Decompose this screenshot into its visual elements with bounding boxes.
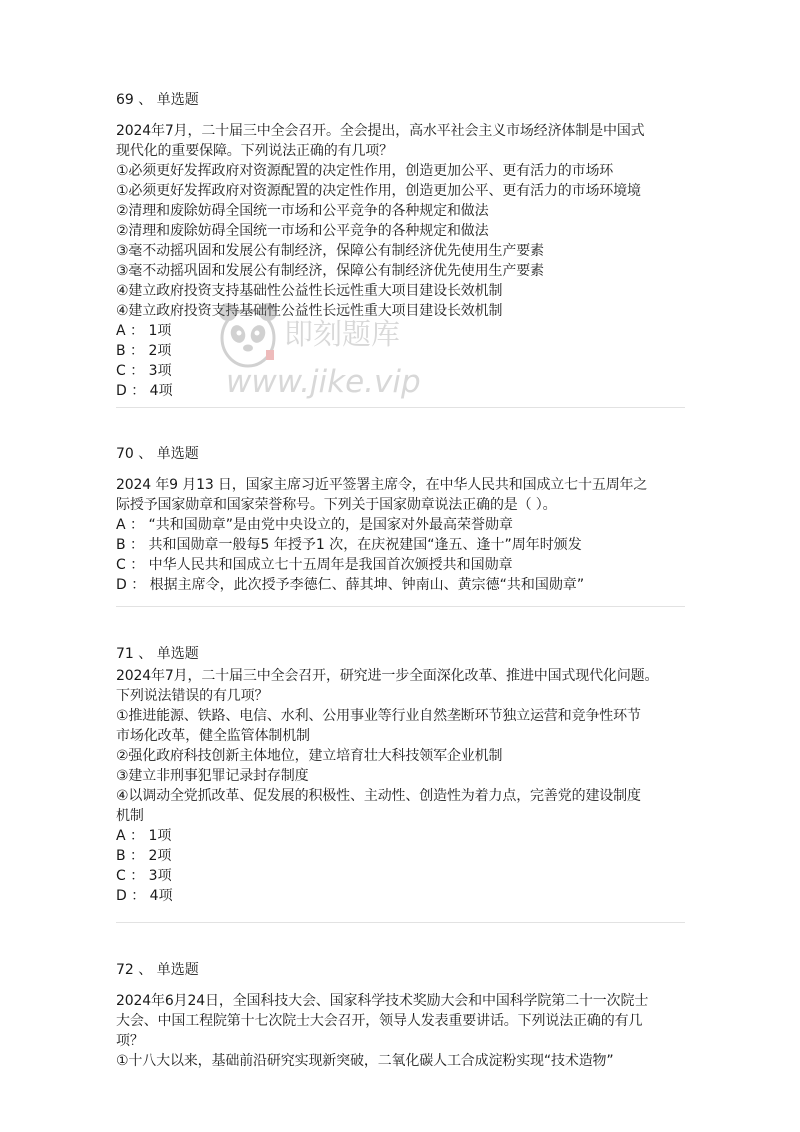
statement-line: ①十八大以来，基础前沿研究实现新突破，二氧化碳人工合成淀粉实现“技术造物” [116,1053,614,1069]
question-70 [116,444,686,595]
option-c: C ： 3项 [116,363,172,379]
divider [116,407,685,408]
question-heading: 71 、 单选题 [116,646,199,662]
question-heading: 72 、 单选题 [116,962,199,978]
question-line: 下列说法错误的有几项？ [116,688,269,704]
question-line: 现代化的重要保障。下列说法正确的有几项？ [116,143,393,159]
watermark-site: www.jike.vip [226,364,421,400]
statement-line: ④以调动全党抓改革、促发展的积极性、主动性、创造性为着力点，完善党的建设制度 [116,788,641,804]
statement-line: ③毫不动摇巩固和发展公有制经济，保障公有制经济优先使用生产要素 [116,263,544,279]
option-c: C ： 中华人民共和国成立七十五周年是我国首次颁授共和国勋章 [116,557,513,573]
option-a: A ： 1项 [116,323,172,339]
statement-line: ④建立政府投资支持基础性公益性长远性重大项目建设长效机制 [116,303,503,319]
question-72 [116,960,686,1071]
option-a: A ： 1项 [116,828,172,844]
question-71 [116,644,686,906]
statement-line: 市场化改革，健全监管体制机制 [116,728,310,744]
statement-line: ①推进能源、铁路、电信、水利、公用事业等行业自然垄断环节独立运营和竞争性环节 [116,708,641,724]
statement-line: ①必须更好发挥政府对资源配置的决定性作用，创造更加公平、更有活力的市场环境境 [116,183,641,199]
question-69 [116,90,686,401]
option-d: D ： 根据主席令，此次授予李德仁、薛其坤、钟南山、黄宗德“共和国勋章” [116,577,585,593]
statement-line: ③建立非刑事犯罪记录封存制度 [116,768,309,784]
option-b: B ： 共和国勋章一般每5 年授予1 次，在庆祝建国“逢五、逢十”周年时颁发 [116,537,582,553]
question-line: 际授予国家勋章和国家荣誉称号。下列关于国家勋章说法正确的是（ ）。 [116,497,557,513]
option-b: B ： 2项 [116,343,172,359]
statement-line: ③毫不动摇巩固和发展公有制经济，保障公有制经济优先使用生产要素 [116,243,544,259]
divider [116,606,685,607]
question-line: 2024年7月，二十届三中全会召开。全会提出，高水平社会主义市场经济体制是中国式 [116,123,645,139]
question-heading: 69 、 单选题 [116,92,199,108]
option-c: C ： 3项 [116,868,172,884]
option-d: D ： 4项 [116,383,173,399]
statement-line: ①必须更好发挥政府对资源配置的决定性作用，创造更加公平、更有活力的市场环 [116,163,614,179]
question-heading: 70 、 单选题 [116,446,199,462]
statement-line: ②清理和废除妨碍全国统一市场和公平竞争的各种规定和做法 [116,223,489,239]
option-d: D ： 4项 [116,888,173,904]
option-a: A ： “共和国勋章”是由党中央设立的，是国家对外最高荣誉勋章 [116,517,513,533]
watermark-brand: 即刻题库 [284,317,401,351]
statement-line: ④建立政府投资支持基础性公益性长远性重大项目建设长效机制 [116,283,503,299]
statement-line: ②清理和废除妨碍全国统一市场和公平竞争的各种规定和做法 [116,203,489,219]
question-line: 项？ [116,1033,144,1049]
statement-line: 机制 [116,808,144,824]
question-line: 2024年6月24日，全国科技大会、国家科学技术奖励大会和中国科学院第二十一次院士 [116,993,649,1009]
question-line: 2024 年9 月13 日，国家主席习近平签署主席令，在中华人民共和国成立七十五周年之 [116,477,648,493]
divider [116,922,685,923]
statement-line: ②强化政府科技创新主体地位，建立培育壮大科技领军企业机制 [116,748,503,764]
question-line: 大会、中国工程院第十七次院士大会召开，领导人发表重要讲话。下列说法正确的有几 [116,1013,643,1029]
option-b: B ： 2项 [116,848,172,864]
question-line: 2024年7月，二十届三中全会召开，研究进一步全面深化改革、推进中国式现代化问题。 [116,668,659,684]
